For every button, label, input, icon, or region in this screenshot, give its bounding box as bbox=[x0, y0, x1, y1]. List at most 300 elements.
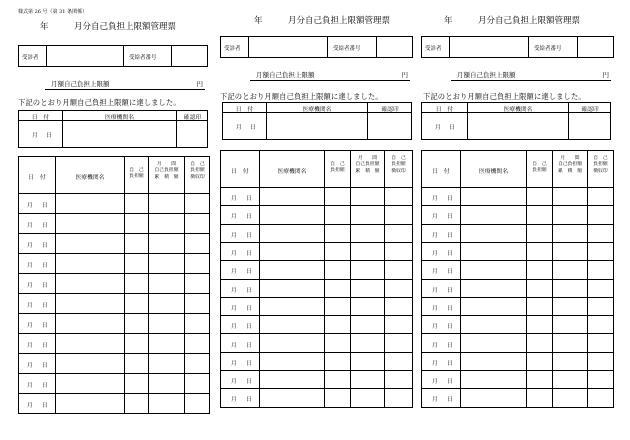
ledger-institution-cell[interactable] bbox=[56, 374, 124, 393]
row-month-label: 月 bbox=[231, 269, 237, 276]
ledger-date-cell[interactable] bbox=[19, 274, 55, 293]
table-row bbox=[221, 243, 412, 260]
row-month-label: 月 bbox=[231, 287, 237, 294]
ledger-cumulative-cell[interactable] bbox=[553, 389, 587, 406]
ledger-self-pay-cell[interactable] bbox=[125, 274, 148, 293]
ledger-receipt-seal-cell[interactable] bbox=[185, 354, 211, 373]
ledger-cumulative-cell[interactable] bbox=[351, 225, 384, 242]
ledger-receipt-seal-cell[interactable] bbox=[185, 254, 211, 273]
ledger-self-pay-cell[interactable] bbox=[325, 316, 350, 333]
ledger-date-cell[interactable] bbox=[19, 314, 55, 333]
ledger-self-pay-cell[interactable] bbox=[527, 188, 552, 205]
ledger-cumulative-cell[interactable] bbox=[149, 194, 184, 213]
ledger-cumulative-cell[interactable] bbox=[553, 280, 587, 297]
ledger-institution-cell[interactable] bbox=[461, 334, 526, 351]
ledger-cumulative-cell[interactable] bbox=[149, 374, 184, 393]
ledger-date-cell[interactable] bbox=[19, 334, 55, 353]
ledger-receipt-seal-cell[interactable] bbox=[588, 316, 615, 333]
row-divider bbox=[221, 224, 412, 225]
ledger-date-cell[interactable] bbox=[422, 353, 460, 370]
table-row bbox=[19, 294, 209, 313]
ledger-receipt-seal-cell[interactable] bbox=[588, 243, 615, 260]
row-month-label: 月 bbox=[27, 203, 33, 209]
ledger-date-cell[interactable] bbox=[422, 298, 460, 315]
ledger-date-cell[interactable] bbox=[422, 225, 460, 242]
ledger-table bbox=[18, 156, 210, 414]
patient-name-field[interactable] bbox=[47, 46, 123, 66]
row-divider bbox=[422, 352, 613, 353]
ledger-institution-cell[interactable] bbox=[260, 334, 324, 351]
row-day-label: 日 bbox=[446, 360, 453, 367]
recipient-no-field[interactable] bbox=[377, 37, 412, 57]
confirm-seal-header: 確認印 bbox=[581, 107, 599, 113]
ledger-date-header: 日 付 bbox=[231, 169, 249, 175]
table-row bbox=[422, 243, 613, 260]
ledger-receipt-seal-cell[interactable] bbox=[588, 371, 615, 388]
ledger-self-pay-cell[interactable] bbox=[325, 389, 350, 406]
confirm-institution-cell[interactable] bbox=[267, 113, 367, 139]
row-day-label: 日 bbox=[446, 214, 453, 221]
row-day-label: 日 bbox=[41, 323, 48, 329]
row-month-label: 月 bbox=[231, 251, 237, 258]
table-row bbox=[19, 354, 209, 373]
ledger-self-pay-cell[interactable] bbox=[325, 188, 350, 205]
ledger-cumulative-cell[interactable] bbox=[553, 298, 587, 315]
ledger-self-pay-cell[interactable] bbox=[125, 354, 148, 373]
row-divider bbox=[19, 393, 209, 394]
ledger-institution-cell[interactable] bbox=[461, 206, 526, 223]
row-month-label: 月 bbox=[27, 223, 33, 229]
row-day-label: 日 bbox=[41, 403, 48, 409]
ledger-receipt-seal-cell[interactable] bbox=[385, 225, 414, 242]
ledger-institution-cell[interactable] bbox=[56, 314, 124, 333]
ledger-cumulative-cell[interactable] bbox=[351, 243, 384, 260]
row-divider bbox=[221, 260, 412, 261]
ledger-receipt-seal-cell[interactable] bbox=[385, 243, 414, 260]
ledger-date-cell[interactable] bbox=[19, 234, 55, 253]
ledger-cumulative-cell[interactable] bbox=[351, 334, 384, 351]
ledger-receipt-seal-cell[interactable] bbox=[588, 225, 615, 242]
confirm-date-header: 日 付 bbox=[435, 107, 454, 113]
ledger-receipt-seal-cell[interactable] bbox=[185, 234, 211, 253]
row-divider bbox=[221, 352, 412, 353]
row-day-label: 日 bbox=[245, 360, 252, 367]
ledger-cumulative-header: 月 間 自己負担額 累 積 額 bbox=[355, 156, 380, 174]
row-divider bbox=[422, 333, 613, 334]
row-day-label: 日 bbox=[446, 287, 453, 294]
ledger-receipt-seal-cell[interactable] bbox=[588, 206, 615, 223]
recipient-no-label: 受給者番号 bbox=[333, 46, 361, 52]
ledger-date-cell[interactable] bbox=[221, 298, 259, 315]
ledger-cumulative-cell[interactable] bbox=[553, 316, 587, 333]
confirm-date-cell[interactable]: 月 日 bbox=[32, 133, 52, 139]
ledger-date-cell[interactable] bbox=[221, 225, 259, 242]
confirm-institution-header: 医療機関名 bbox=[105, 115, 134, 121]
ledger-cumulative-cell[interactable] bbox=[351, 389, 384, 406]
row-month-label: 月 bbox=[432, 324, 438, 331]
recipient-no-field[interactable] bbox=[172, 46, 207, 66]
ledger-cumulative-cell[interactable] bbox=[149, 334, 184, 353]
ledger-cumulative-cell[interactable] bbox=[351, 371, 384, 388]
ledger-institution-cell[interactable] bbox=[56, 254, 124, 273]
ledger-receipt-seal-cell[interactable] bbox=[185, 394, 211, 413]
ledger-cumulative-cell[interactable] bbox=[553, 353, 587, 370]
ledger-receipt-seal-cell[interactable] bbox=[588, 298, 615, 315]
ledger-institution-cell[interactable] bbox=[461, 261, 526, 278]
ledger-self-pay-cell[interactable] bbox=[527, 298, 552, 315]
ledger-institution-cell[interactable] bbox=[461, 280, 526, 297]
row-divider bbox=[19, 233, 209, 234]
ledger-date-cell[interactable] bbox=[221, 188, 259, 205]
ledger-institution-cell[interactable] bbox=[260, 280, 324, 297]
table-row bbox=[19, 194, 209, 213]
ledger-cumulative-cell[interactable] bbox=[149, 254, 184, 273]
ledger-cumulative-cell[interactable] bbox=[149, 234, 184, 253]
table-row bbox=[19, 254, 209, 273]
row-divider bbox=[19, 253, 209, 254]
table-row bbox=[422, 371, 613, 388]
ledger-date-cell[interactable] bbox=[422, 389, 460, 406]
ledger-cumulative-cell[interactable] bbox=[351, 316, 384, 333]
ledger-cumulative-cell[interactable] bbox=[553, 206, 587, 223]
patient-label: 受診者 bbox=[224, 46, 241, 52]
ledger-date-cell[interactable] bbox=[422, 334, 460, 351]
row-month-label: 月 bbox=[27, 383, 33, 389]
monthly-limit-line[interactable] bbox=[250, 70, 410, 81]
row-day-label: 日 bbox=[245, 196, 252, 203]
ledger-institution-cell[interactable] bbox=[56, 294, 124, 313]
confirm-seal-cell[interactable] bbox=[569, 113, 611, 139]
ledger-institution-cell[interactable] bbox=[56, 334, 124, 353]
ledger-date-cell[interactable] bbox=[19, 394, 55, 413]
row-divider bbox=[19, 273, 209, 274]
ledger-date-cell[interactable] bbox=[422, 188, 460, 205]
limit-unit: 円 bbox=[196, 80, 203, 88]
ledger-cumulative-cell[interactable] bbox=[149, 274, 184, 293]
row-month-label: 月 bbox=[432, 287, 438, 294]
row-divider bbox=[221, 388, 412, 389]
ledger-institution-cell[interactable] bbox=[260, 243, 324, 260]
ledger-institution-cell[interactable] bbox=[56, 394, 124, 413]
sheet-title: 年 月分自己負担上限額管理票 bbox=[254, 16, 391, 26]
row-day-label: 日 bbox=[41, 263, 48, 269]
confirm-seal-header: 確認印 bbox=[183, 115, 202, 121]
table-row bbox=[422, 298, 613, 315]
ledger-self-pay-cell[interactable] bbox=[125, 234, 148, 253]
ledger-institution-cell[interactable] bbox=[260, 353, 324, 370]
table-row bbox=[221, 225, 412, 242]
ledger-self-pay-cell[interactable] bbox=[527, 389, 552, 406]
ledger-self-pay-cell[interactable] bbox=[125, 214, 148, 233]
ledger-self-pay-cell[interactable] bbox=[325, 206, 350, 223]
row-day-label: 日 bbox=[245, 251, 252, 258]
ledger-receipt-seal-cell[interactable] bbox=[185, 194, 211, 213]
ledger-institution-cell[interactable] bbox=[260, 206, 324, 223]
ledger-cumulative-cell[interactable] bbox=[553, 334, 587, 351]
table-row bbox=[221, 334, 412, 351]
ledger-receipt-seal-cell[interactable] bbox=[385, 353, 414, 370]
ledger-institution-cell[interactable] bbox=[260, 316, 324, 333]
patient-info-box bbox=[421, 36, 614, 58]
confirm-date-cell[interactable]: 月 日 bbox=[435, 125, 455, 131]
ledger-date-cell[interactable] bbox=[19, 374, 55, 393]
row-month-label: 月 bbox=[27, 343, 33, 349]
row-month-label: 月 bbox=[432, 251, 438, 258]
limit-label: 月額自己負担上限額 bbox=[256, 71, 315, 79]
ledger-date-header: 日 付 bbox=[432, 169, 450, 175]
table-row bbox=[422, 188, 613, 205]
ledger-self-pay-cell[interactable] bbox=[325, 334, 350, 351]
ledger-institution-cell[interactable] bbox=[260, 225, 324, 242]
confirm-institution-cell[interactable] bbox=[63, 121, 176, 147]
ledger-date-cell[interactable] bbox=[422, 280, 460, 297]
ledger-self-pay-cell[interactable] bbox=[325, 298, 350, 315]
limit-reached-note: 下記のとおり月額自己負担上限額に達しました。 bbox=[18, 98, 181, 107]
ledger-self-pay-cell[interactable] bbox=[527, 316, 552, 333]
ledger-self-pay-cell[interactable] bbox=[325, 243, 350, 260]
ledger-self-pay-cell[interactable] bbox=[527, 280, 552, 297]
ledger-institution-cell[interactable] bbox=[56, 234, 124, 253]
ledger-date-cell[interactable] bbox=[221, 353, 259, 370]
ledger-institution-cell[interactable] bbox=[260, 389, 324, 406]
ledger-self-pay-cell[interactable] bbox=[325, 261, 350, 278]
ledger-self-pay-cell[interactable] bbox=[125, 314, 148, 333]
ledger-date-cell[interactable] bbox=[19, 254, 55, 273]
row-month-label: 月 bbox=[27, 263, 33, 269]
confirm-seal-cell[interactable] bbox=[177, 121, 208, 147]
ledger-receipt-seal-cell[interactable] bbox=[185, 294, 211, 313]
patient-name-field[interactable] bbox=[450, 37, 528, 57]
ledger-cumulative-cell[interactable] bbox=[351, 280, 384, 297]
ledger-institution-cell[interactable] bbox=[461, 243, 526, 260]
ledger-date-cell[interactable] bbox=[19, 354, 55, 373]
ledger-institution-cell[interactable] bbox=[461, 298, 526, 315]
ledger-cumulative-cell[interactable] bbox=[149, 294, 184, 313]
row-day-label: 日 bbox=[446, 251, 453, 258]
ledger-receipt-seal-cell[interactable] bbox=[385, 280, 414, 297]
ledger-cumulative-cell[interactable] bbox=[149, 214, 184, 233]
ledger-cumulative-cell[interactable] bbox=[149, 394, 184, 413]
ledger-receipt-seal-cell[interactable] bbox=[588, 389, 615, 406]
ledger-receipt-seal-cell[interactable] bbox=[385, 334, 414, 351]
ledger-date-cell[interactable] bbox=[422, 316, 460, 333]
ledger-receipt-seal-cell[interactable] bbox=[385, 316, 414, 333]
ledger-receipt-seal-cell[interactable] bbox=[588, 188, 615, 205]
ledger-self-pay-cell[interactable] bbox=[325, 353, 350, 370]
ledger-institution-cell[interactable] bbox=[461, 353, 526, 370]
ledger-institution-cell[interactable] bbox=[260, 188, 324, 205]
ledger-self-pay-cell[interactable] bbox=[527, 353, 552, 370]
ledger-cumulative-cell[interactable] bbox=[351, 206, 384, 223]
ledger-date-cell[interactable] bbox=[221, 334, 259, 351]
row-day-label: 日 bbox=[41, 343, 48, 349]
ledger-institution-cell[interactable] bbox=[260, 371, 324, 388]
ledger-date-cell[interactable] bbox=[221, 280, 259, 297]
limit-label: 月額自己負担上限額 bbox=[457, 71, 516, 79]
ledger-self-pay-cell[interactable] bbox=[125, 254, 148, 273]
table-row bbox=[422, 389, 613, 406]
row-month-label: 月 bbox=[27, 323, 33, 329]
ledger-self-pay-cell[interactable] bbox=[527, 261, 552, 278]
row-day-label: 日 bbox=[41, 383, 48, 389]
ledger-date-cell[interactable] bbox=[221, 316, 259, 333]
ledger-date-cell[interactable] bbox=[19, 294, 55, 313]
row-day-label: 日 bbox=[446, 379, 453, 386]
ledger-institution-cell[interactable] bbox=[56, 354, 124, 373]
ledger-institution-cell[interactable] bbox=[56, 214, 124, 233]
ledger-institution-cell[interactable] bbox=[56, 194, 124, 213]
monthly-limit-line[interactable] bbox=[451, 70, 611, 81]
row-divider bbox=[221, 333, 412, 334]
ledger-institution-cell[interactable] bbox=[260, 261, 324, 278]
monthly-limit-line[interactable] bbox=[45, 79, 205, 90]
ledger-date-cell[interactable] bbox=[422, 261, 460, 278]
ledger-institution-cell[interactable] bbox=[260, 298, 324, 315]
ledger-self-pay-header: 自 己 負担額 bbox=[330, 162, 345, 174]
table-row bbox=[221, 371, 412, 388]
confirm-seal-header: 確認印 bbox=[381, 107, 399, 113]
ledger-cumulative-cell[interactable] bbox=[553, 261, 587, 278]
ledger-date-cell[interactable] bbox=[221, 371, 259, 388]
ledger-self-pay-cell[interactable] bbox=[125, 394, 148, 413]
ledger-cumulative-cell[interactable] bbox=[149, 314, 184, 333]
row-month-label: 月 bbox=[231, 196, 237, 203]
row-month-label: 月 bbox=[432, 342, 438, 349]
ledger-self-pay-cell[interactable] bbox=[325, 280, 350, 297]
ledger-receipt-seal-cell[interactable] bbox=[385, 298, 414, 315]
ledger-self-pay-cell[interactable] bbox=[325, 371, 350, 388]
limit-reached-note: 下記のとおり月額自己負担上限額に達しました。 bbox=[220, 92, 383, 101]
row-day-label: 日 bbox=[245, 397, 252, 404]
ledger-date-cell[interactable] bbox=[422, 243, 460, 260]
confirm-seal-cell[interactable] bbox=[368, 113, 412, 139]
ledger-cumulative-cell[interactable] bbox=[553, 188, 587, 205]
ledger-receipt-seal-cell[interactable] bbox=[385, 206, 414, 223]
confirmation-table bbox=[222, 102, 412, 140]
ledger-receipt-seal-header: 自 己 負担額 徴収印 bbox=[190, 162, 205, 180]
ledger-self-pay-cell[interactable] bbox=[125, 194, 148, 213]
ledger-cumulative-cell[interactable] bbox=[351, 188, 384, 205]
row-day-label: 日 bbox=[446, 324, 453, 331]
ledger-receipt-seal-cell[interactable] bbox=[385, 389, 414, 406]
ledger-self-pay-cell[interactable] bbox=[527, 334, 552, 351]
ledger-date-cell[interactable] bbox=[221, 243, 259, 260]
ledger-cumulative-cell[interactable] bbox=[351, 353, 384, 370]
ledger-receipt-seal-cell[interactable] bbox=[185, 334, 211, 353]
ledger-self-pay-cell[interactable] bbox=[125, 334, 148, 353]
row-month-label: 月 bbox=[27, 363, 33, 369]
table-row bbox=[221, 261, 412, 278]
ledger-receipt-seal-header: 自 己 負担額 徴収印 bbox=[593, 156, 608, 174]
table-row bbox=[221, 389, 412, 406]
ledger-receipt-seal-cell[interactable] bbox=[385, 188, 414, 205]
row-divider bbox=[221, 370, 412, 371]
ledger-receipt-seal-cell[interactable] bbox=[588, 353, 615, 370]
ledger-receipt-seal-cell[interactable] bbox=[185, 374, 211, 393]
table-row bbox=[19, 314, 209, 333]
row-month-label: 月 bbox=[231, 342, 237, 349]
recipient-no-label: 受給者番号 bbox=[534, 46, 562, 52]
row-month-label: 月 bbox=[231, 324, 237, 331]
confirm-date-header: 日 付 bbox=[235, 107, 254, 113]
ledger-institution-cell[interactable] bbox=[461, 389, 526, 406]
row-day-label: 日 bbox=[41, 363, 48, 369]
confirm-institution-cell[interactable] bbox=[468, 113, 568, 139]
ledger-date-cell[interactable] bbox=[19, 194, 55, 213]
row-month-label: 月 bbox=[432, 214, 438, 221]
ledger-self-pay-cell[interactable] bbox=[125, 294, 148, 313]
ledger-institution-cell[interactable] bbox=[461, 188, 526, 205]
row-month-label: 月 bbox=[231, 305, 237, 312]
ledger-date-cell[interactable] bbox=[221, 206, 259, 223]
row-divider bbox=[221, 242, 412, 243]
ledger-cumulative-cell[interactable] bbox=[553, 371, 587, 388]
ledger-self-pay-cell[interactable] bbox=[125, 374, 148, 393]
row-divider bbox=[19, 353, 209, 354]
ledger-receipt-seal-cell[interactable] bbox=[385, 261, 414, 278]
ledger-institution-cell[interactable] bbox=[461, 371, 526, 388]
ledger-self-pay-cell[interactable] bbox=[527, 371, 552, 388]
ledger-receipt-seal-cell[interactable] bbox=[588, 334, 615, 351]
row-day-label: 日 bbox=[245, 342, 252, 349]
row-day-label: 日 bbox=[41, 223, 48, 229]
ledger-date-cell[interactable] bbox=[422, 206, 460, 223]
row-month-label: 月 bbox=[432, 232, 438, 239]
ledger-institution-cell[interactable] bbox=[461, 316, 526, 333]
ledger-date-cell[interactable] bbox=[221, 389, 259, 406]
ledger-receipt-seal-cell[interactable] bbox=[588, 261, 615, 278]
ledger-date-cell[interactable] bbox=[422, 371, 460, 388]
row-divider bbox=[19, 373, 209, 374]
ledger-receipt-seal-cell[interactable] bbox=[185, 214, 211, 233]
confirm-date-cell[interactable]: 月 日 bbox=[236, 125, 256, 131]
ledger-cumulative-cell[interactable] bbox=[149, 354, 184, 373]
row-divider bbox=[422, 297, 613, 298]
confirm-institution-header: 医療機関名 bbox=[503, 107, 533, 113]
ledger-self-pay-cell[interactable] bbox=[527, 206, 552, 223]
table-row bbox=[221, 206, 412, 223]
ledger-date-cell[interactable] bbox=[19, 214, 55, 233]
row-month-label: 月 bbox=[231, 379, 237, 386]
ledger-self-pay-cell[interactable] bbox=[527, 243, 552, 260]
row-divider bbox=[422, 260, 613, 261]
patient-label: 受診者 bbox=[425, 46, 442, 52]
table-row bbox=[19, 214, 209, 233]
ledger-cumulative-cell[interactable] bbox=[553, 243, 587, 260]
table-row bbox=[422, 316, 613, 333]
ledger-date-cell[interactable] bbox=[221, 261, 259, 278]
ledger-institution-cell[interactable] bbox=[56, 274, 124, 293]
recipient-no-field[interactable] bbox=[578, 37, 613, 57]
ledger-receipt-seal-cell[interactable] bbox=[185, 314, 211, 333]
ledger-institution-cell[interactable] bbox=[461, 225, 526, 242]
row-divider bbox=[221, 205, 412, 206]
patient-name-field[interactable] bbox=[249, 37, 327, 57]
ledger-cumulative-cell[interactable] bbox=[351, 298, 384, 315]
confirm-institution-header: 医療機関名 bbox=[302, 107, 332, 113]
ledger-cumulative-cell[interactable] bbox=[351, 261, 384, 278]
row-month-label: 月 bbox=[27, 303, 33, 309]
row-day-label: 日 bbox=[245, 287, 252, 294]
ledger-cumulative-header: 月 間 自己負担額 累 積 額 bbox=[154, 162, 179, 180]
ledger-self-pay-cell[interactable] bbox=[527, 225, 552, 242]
ledger-receipt-seal-cell[interactable] bbox=[185, 274, 211, 293]
ledger-cumulative-cell[interactable] bbox=[553, 225, 587, 242]
row-day-label: 日 bbox=[245, 232, 252, 239]
ledger-receipt-seal-cell[interactable] bbox=[588, 280, 615, 297]
ledger-receipt-seal-cell[interactable] bbox=[385, 371, 414, 388]
ledger-self-pay-cell[interactable] bbox=[325, 225, 350, 242]
